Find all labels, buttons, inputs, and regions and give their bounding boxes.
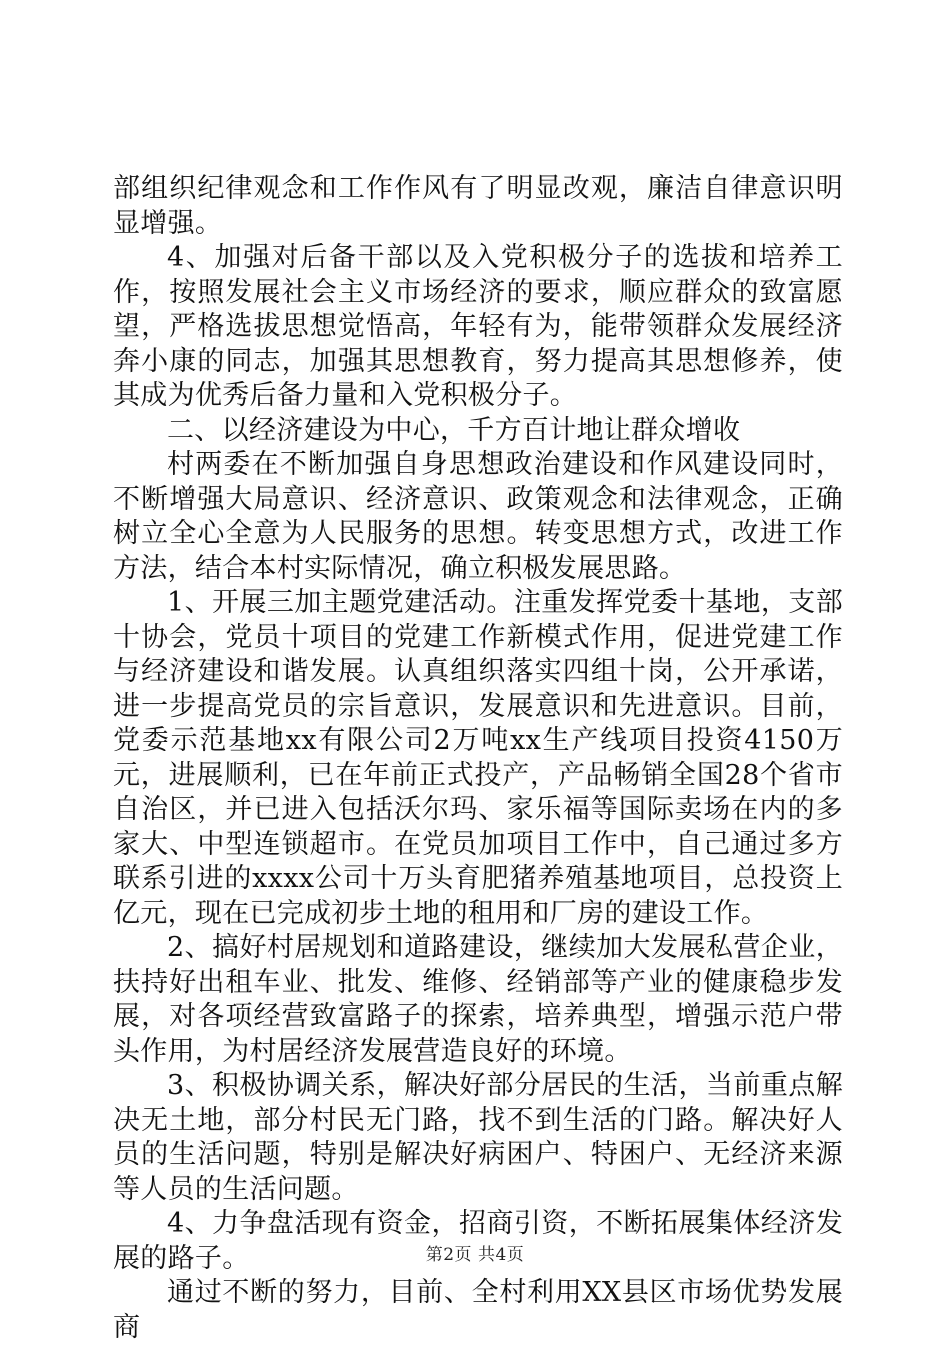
page-number-footer: 第2页 共4页 xyxy=(425,1245,525,1265)
paragraph: 2、搞好村居规划和道路建设，继续加大发展私营企业，扶持好出租车业、批发、维修、经销部等产业的健康稳步发展，对各项经营致富路子的探索，培养典型，增强示范户带头作用，为村居经济发展营造良好的环境。 xyxy=(113,932,843,1067)
paragraph: 村两委在不断加强自身思想政治建设和作风建设同时，不断增强大局意识、经济意识、政策观念和法律观念，正确树立全心全意为人民服务的思想。转变思想方式，改进工作方法，结合本村实际情况，确立积极发展思路。 xyxy=(113,449,843,584)
document-body xyxy=(113,172,843,1345)
paragraph: 4、力争盘活现有资金，招商引资，不断拓展集体经济发展的路子。 xyxy=(113,1208,843,1274)
paragraph: 3、积极协调关系，解决好部分居民的生活，当前重点解决无土地，部分村民无门路，找不到生活的门路。解决好人员的生活问题，特别是解决好病困户、特困户、无经济来源等人员的生活问题。 xyxy=(113,1070,843,1205)
paragraph: 4、加强对后备干部以及入党积极分子的选拔和培养工作，按照发展社会主义市场经济的要求，顺应群众的致富愿望，严格选拔思想觉悟高，年轻有为，能带领群众发展经济奔小康的同志，加强其思想教育，努力提高其思想修养，使其成为优秀后备力量和入党积极分子。 xyxy=(113,242,843,411)
paragraph: 部组织纪律观念和工作作风有了明显改观，廉洁自律意识明显增强。 xyxy=(113,173,843,239)
paragraph: 通过不断的努力，目前、全村利用XX县区市场优势发展商 xyxy=(113,1277,843,1343)
section-heading: 二、以经济建设为中心，千方百计地让群众增收 xyxy=(167,414,741,446)
paragraph: 1、开展三加主题党建活动。注重发挥党委十基地，支部十协会，党员十项目的党建工作新模式作用，促进党建工作与经济建设和谐发展。认真组织落实四组十岗，公开承诺，进一步提高党员的宗旨意识，发展意识和先进意识。目前，党委示范基地xx有限公司2万吨xx生产线项目投资4150万元，进展顺利，已在年前正式投产，产品畅销全国28个省市自治区，并已进入包括沃尔玛、家乐福等国际卖场在内的多家大、中型连锁超市。在党员加项目工作中，自己通过多方联系引进的xxxx公司十万头育肥猪养殖基地项目，总投资上亿元，现在已完成初步土地的租用和厂房的建设工作。 xyxy=(113,587,843,929)
